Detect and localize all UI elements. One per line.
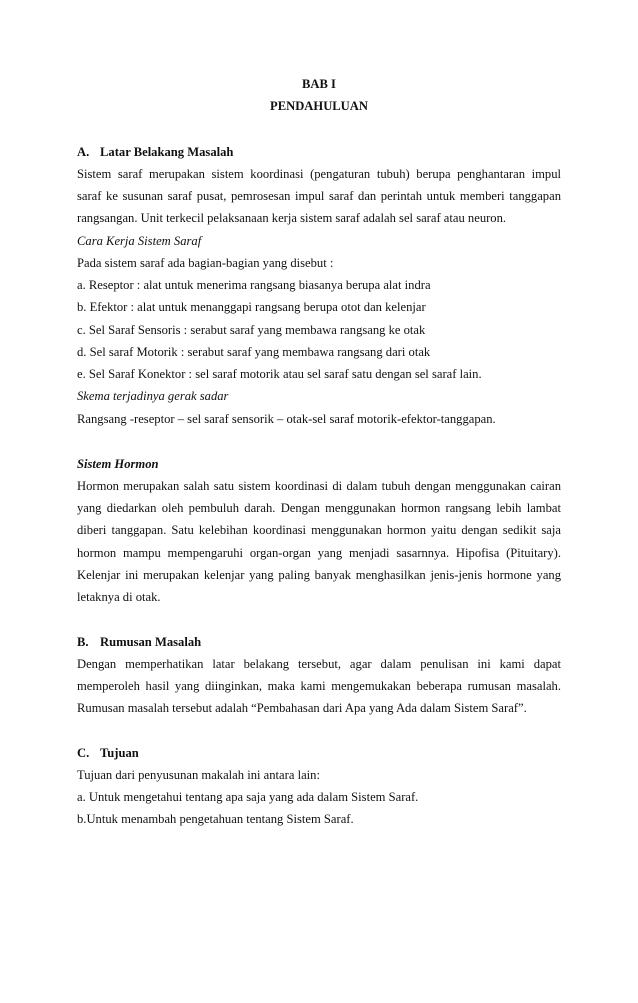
- hormon-line-4: hormon mampu mempengaruhi organ-organ yang menjadi sasarnnya. Hipofisa (Pituitary).: [77, 546, 561, 560]
- hormon-line-1: Hormon merupakan salah satu sistem koordinasi di dalam tubuh dengan menggunakan cairan: [77, 479, 561, 493]
- cara-kerja-intro: Pada sistem saraf ada bagian-bagian yang disebut :: [77, 256, 334, 270]
- section-a-heading: [77, 144, 561, 160]
- skema-text: Rangsang -reseptor – sel saraf sensorik – otak-sel saraf motorik-efektor-tanggapan.: [77, 412, 496, 426]
- section-a-number: A.: [77, 145, 90, 159]
- part-item: b. Efektor : alat untuk menanggapi rangsang berupa otot dan kelenjar: [77, 300, 426, 314]
- hormon-line-6: letaknya di otak.: [77, 590, 161, 604]
- hormon-line-3: diberi tanggapan. Satu kelebihan koordinasi menggunakan hormon yaitu dengan sedikit saja: [77, 523, 561, 537]
- section-a-line-2: saraf ke susunan saraf pusat, pemrosesan impul saraf dan perintah untuk memberi tanggapan: [77, 189, 561, 203]
- hormon-line-2: yang diedarkan oleh pembuluh darah. Dengan menggunakan hormon rangsang lebih lambat: [77, 501, 561, 515]
- section-b-title: Rumusan Masalah: [100, 635, 202, 649]
- chapter-title: PENDAHULUAN: [270, 99, 368, 113]
- cara-kerja-title: Cara Kerja Sistem Saraf: [77, 234, 202, 248]
- section-b-number: B.: [77, 635, 89, 649]
- part-item: e. Sel Saraf Konektor : sel saraf motorik atau sel saraf satu dengan sel saraf lain.: [77, 367, 482, 381]
- section-c-heading: [77, 745, 561, 761]
- section-b-line-2: memperoleh hasil yang diinginkan, maka kami mengemukakan beberapa rumusan masalah.: [77, 679, 561, 693]
- section-b-line-3: Rumusan masalah tersebut adalah “Pembahasan dari Apa yang Ada dalam Sistem Saraf”.: [77, 701, 527, 715]
- section-c-intro: Tujuan dari penyusunan makalah ini antara lain:: [77, 768, 320, 782]
- part-item: d. Sel saraf Motorik : serabut saraf yang membawa rangsang dari otak: [77, 345, 431, 359]
- part-item: c. Sel Saraf Sensoris : serabut saraf yang membawa rangsang ke otak: [77, 323, 426, 337]
- section-a-line-1: Sistem saraf merupakan sistem koordinasi (pengaturan tubuh) berupa penghantaran impul: [77, 167, 561, 181]
- section-a-title: Latar Belakang Masalah: [100, 145, 234, 159]
- part-item: a. Reseptor : alat untuk menerima rangsang biasanya berupa alat indra: [77, 278, 431, 292]
- section-a-line-3: rangsangan. Unit terkecil pelaksanaan kerja sistem saraf adalah sel saraf atau neuron.: [77, 211, 507, 225]
- section-c-title: Tujuan: [100, 746, 139, 760]
- section-c-number: C.: [77, 746, 90, 760]
- hormon-line-5: Kelenjar ini merupakan kelenjar yang paling banyak menghasilkan jenis-jenis hormone yang: [77, 568, 561, 582]
- skema-title: Skema terjadinya gerak sadar: [77, 389, 229, 403]
- section-b-heading: [77, 634, 561, 650]
- hormon-title: Sistem Hormon: [77, 457, 159, 471]
- section-b-line-1: Dengan memperhatikan latar belakang tersebut, agar dalam penulisan ini kami dapat: [77, 657, 561, 671]
- tujuan-item: b.Untuk menambah pengetahuan tentang Sistem Saraf.: [77, 812, 354, 826]
- tujuan-item: a. Untuk mengetahui tentang apa saja yang ada dalam Sistem Saraf.: [77, 790, 419, 804]
- chapter-label: BAB I: [302, 77, 336, 91]
